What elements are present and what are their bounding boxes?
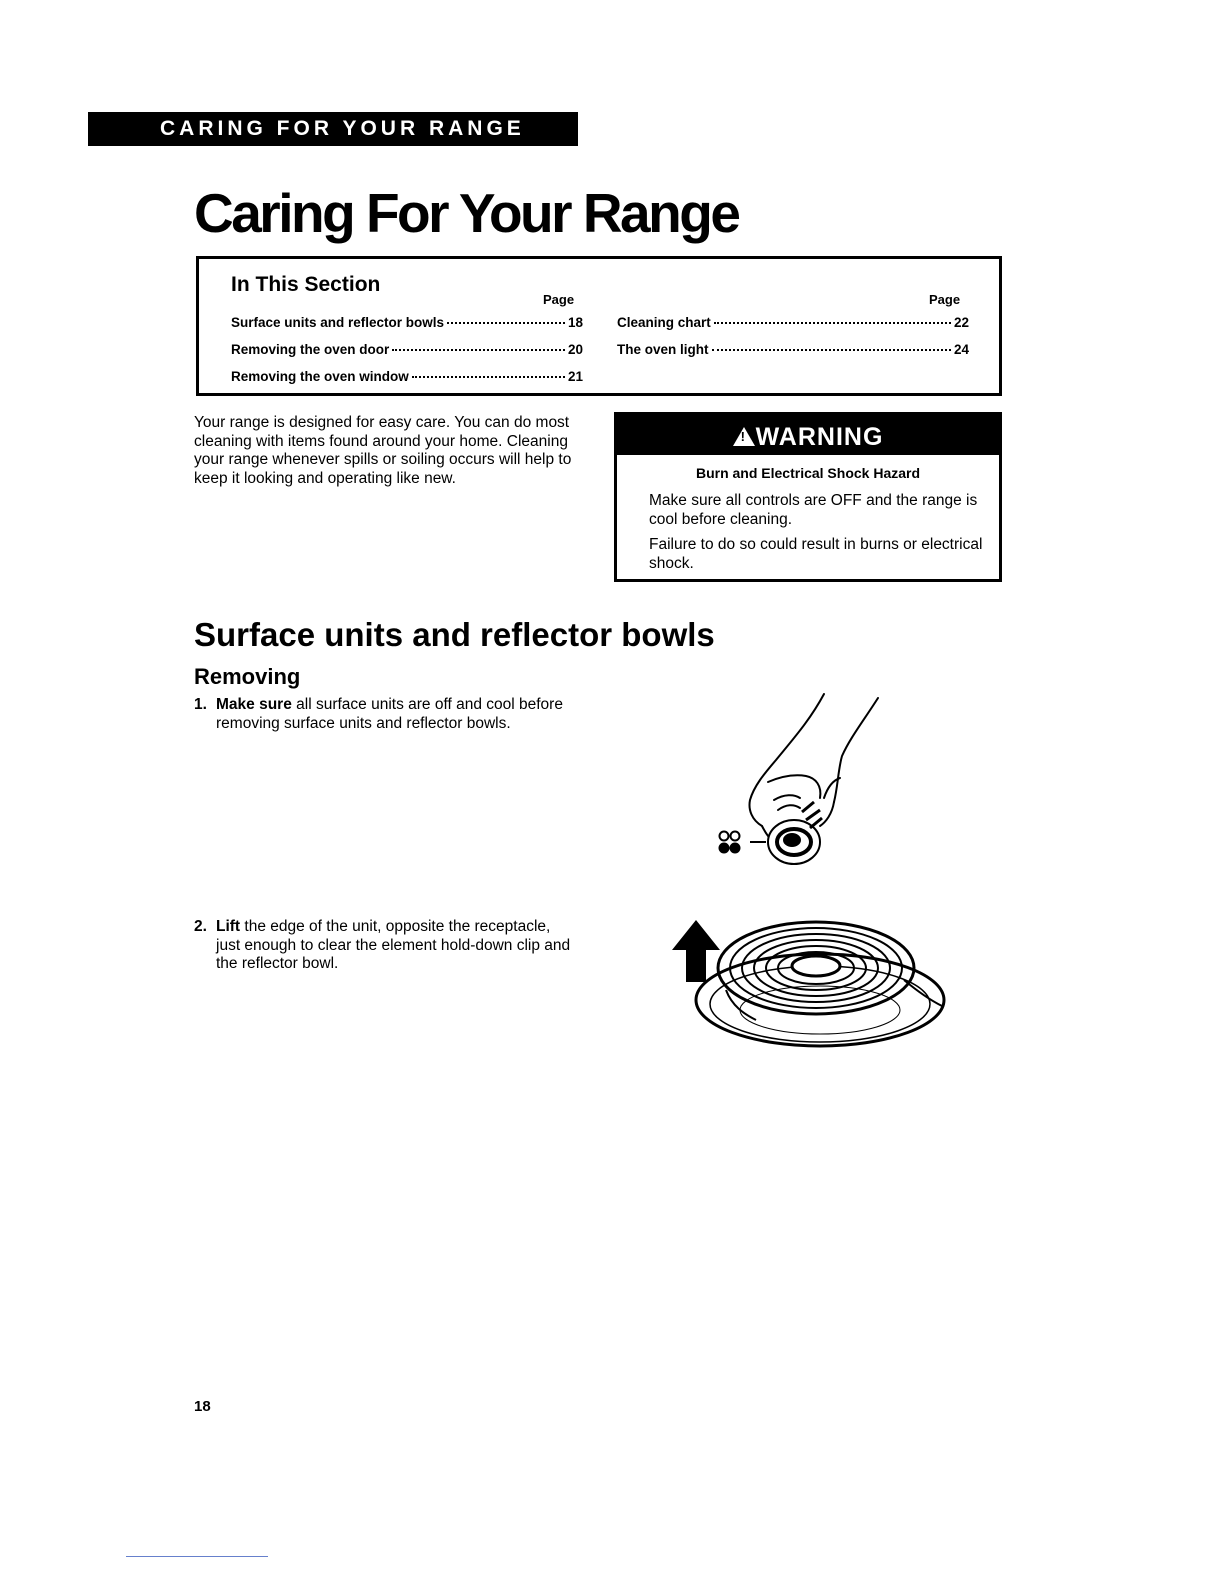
step-lead: Lift [216,918,241,935]
step-text: the edge of the unit, opposite the receptacle, just enough to clear the element hold-down clip and the reflector bowl. [216,918,571,972]
step-text: all surface units are off and cool before removing surface units and reflector bowls. [216,696,563,732]
toc-entry-label: Cleaning chart [617,315,711,330]
toc-entry[interactable] [231,369,583,384]
warning-banner [617,415,999,455]
warning-box [614,412,1002,582]
surface-unit-lift-illustration [666,910,966,1060]
step-number: 2. [194,918,207,935]
section-header-bar: CARING FOR YOUR RANGE [88,112,578,146]
page-column-label-left: Page [543,292,575,307]
page-number: 18 [194,1398,211,1415]
warning-banner-label: WARNING [755,423,884,451]
toc-entry-label: Removing the oven door [231,342,390,357]
toc-entry-label: Removing the oven window [231,369,409,384]
section-heading: Surface units and reflector bowls [194,616,715,653]
up-arrow-icon [672,920,720,982]
toc-entry-page: 20 [567,342,583,357]
hand-removing-surface-unit-illustration [710,690,900,870]
section-contents-box [196,256,1002,396]
warning-triangle-icon [733,427,755,446]
intro-paragraph: Your range is designed for easy care. You can do most cleaning with items found around your home. Cleaning your range whenever spills or soiling occurs will help to keep it looking and operating like new. [194,414,572,487]
warning-text: Make sure all controls are OFF and the range is cool before cleaning. [649,492,978,528]
step-lead: Make sure [216,696,292,713]
toc-entry[interactable] [617,342,969,357]
page-title: Caring For Your Range [194,182,739,244]
toc-entry[interactable] [617,315,969,330]
toc-entry[interactable] [231,315,583,330]
instruction-step [194,696,574,733]
toc-entry-page: 18 [567,315,583,330]
subsection-heading: Removing [194,664,301,689]
toc-entry-page: 24 [953,342,969,357]
toc-entry[interactable] [231,342,583,357]
toc-entry-page: 22 [953,315,969,330]
page-column-label-right: Page [929,292,961,307]
hazard-title: Burn and Electrical Shock Hazard [695,465,921,481]
contents-heading: In This Section [231,273,381,296]
warning-text: Failure to do so could result in burns or electrical shock. [649,536,983,572]
footer-rule [126,1556,268,1557]
step-number: 1. [194,696,207,713]
toc-entry-label: The oven light [617,342,709,357]
instruction-step [194,918,574,974]
toc-entry-page: 21 [567,369,583,384]
toc-entry-label: Surface units and reflector bowls [231,315,445,330]
